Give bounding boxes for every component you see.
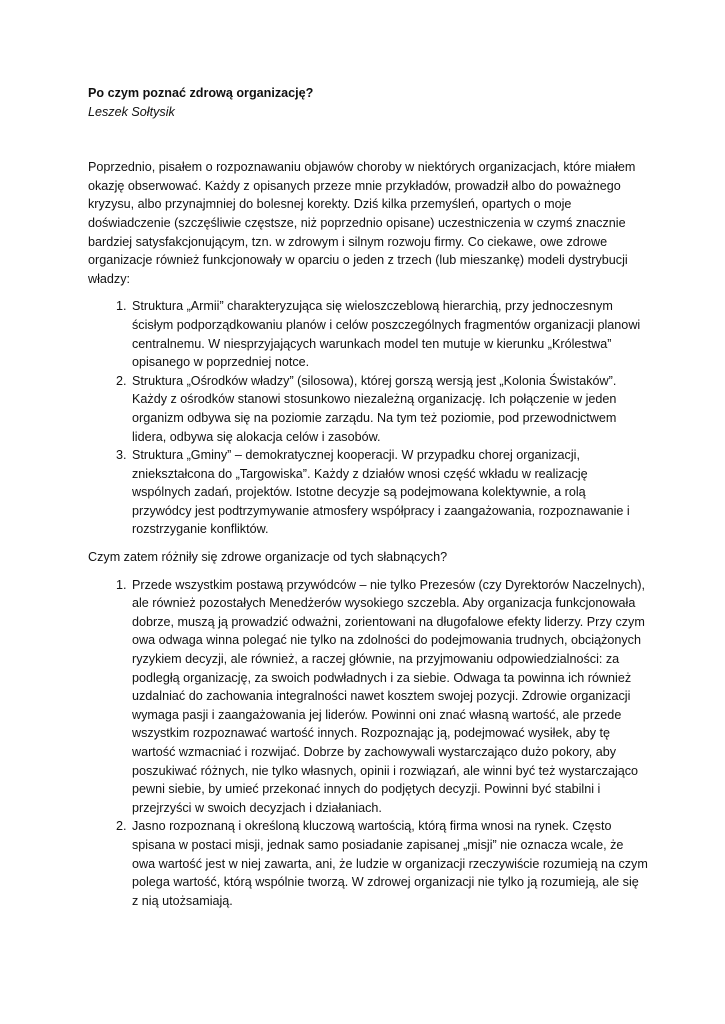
- list-item: 1. Przede wszystkim postawą przywódców – nie tylko Prezesów (czy Dyrektorów Naczelnych), ale również pozostałych Menedżerów wysokiego szczebla. Aby organizacja funkcjonowała dobrze, muszą ją prowadzić odważni, zorientowani na długofalowe efekty liderzy. Przy czym owa odwaga winna polegać nie tylko na zdolności do podejmowania trudnych, obciążonych ryzykiem decyzji, ale również, a raczej głównie, na przyjmowaniu odpowiedzialności: za podległą organizację, za swoich podwładnych i za siebie. Odwaga ta powinna ich również uzdalniać do zachowania integralności nawet kosztem swojej pozycji. Zdrowie organizacji wymaga pasji i zaangażowania jej liderów. Powinni oni znać własną wartość, ale przede wszystkim rozpoznawać wartość innych. Rozpoznając ją, podejmować wysiłek, aby tę wartość wzmacniać i rozwijać. Dobrze by zachowywali wystarczająco dużo pokory, aby poszukiwać różnych, nie tylko własnych, opinii i rozwiązań, ale winni być też wystarczająco pewni siebie, by umieć przekonać innych do podjętych decyzji. Powinni być stabilni i przejrzyści w swoich decyzjach i działaniach.: [130, 576, 648, 818]
- differences-list: [88, 576, 648, 911]
- list-item: 2. Jasno rozpoznaną i określoną kluczową wartością, którą firma wnosi na rynek. Często spisana w postaci misji, jednak samo posiadanie zapisanej „misji” nie oznacza wcale, że owa wartość jest w niej zawarta, ani, że ludzie w organizacji rzeczywiście rozumieją na czym polega wartość, którą wspólnie tworzą. W zdrowej organizacji nie tylko ją rozumieją, ale się z nią utożsamiają.: [130, 817, 648, 910]
- document-title: Po czym poznać zdrową organizację?: [88, 86, 314, 100]
- document-author: Leszek Sołtysik: [88, 104, 175, 119]
- list-item: 2. Struktura „Ośrodków władzy” (silosowa), której gorszą wersją jest „Kolonia Świstaków”. Każdy z ośrodków stanowi stosunkowo niezależną organizację. Ich połączenie w jeden organizm odbywa się na poziomie zarządu. Na tym też poziomie, pod przewodnictwem lidera, odbywa się alokacja celów i zasobów.: [130, 372, 648, 446]
- list-item: 1. Struktura „Armii” charakteryzująca się wieloszczeblową hierarchią, przy jednoczesnym ścisłym podporządkowaniu planów i celów poszczególnych fragmentów organizacji planowi centralnemu. W niesprzyjających warunkach model ten mutuje w kierunku „Królestwa” opisanego w poprzedniej notce.: [130, 297, 648, 371]
- list-item: 3. Struktura „Gminy” – demokratycznej kooperacji. W przypadku chorej organizacji, zniekształcona do „Targowiska”. Każdy z działów wnosi część wkładu w realizację wspólnych zadań, projektów. Istotne decyzje są podejmowana kolektywnie, a rolą przywódcy jest podtrzymywanie atmosfery współpracy i zaangażowania, rozpoznawanie i rozstrzyganie konfliktów.: [130, 446, 648, 539]
- document-page: [88, 84, 648, 919]
- power-models-list: [88, 297, 648, 539]
- intro-paragraph: Poprzednio, pisałem o rozpoznawaniu objawów choroby w niektórych organizacjach, które miałem okazję obserwować. Każdy z opisanych przeze mnie przykładów, prowadził albo do poważnego kryzysu, albo przynajmniej do bolesnej korekty. Dziś kilka przemyśleń, opartych o moje doświadczenie (szczęśliwie częstsze, niż poprzednio opisane) uczestniczenia w czymś znacznie bardziej satysfakcjonującym, tzn. w zdrowym i silnym rozwoju firmy. Co ciekawe, owe zdrowe organizacje również funkcjonowały w oparciu o jeden z trzech (lub mieszankę) modeli dystrybucji władzy:: [88, 160, 636, 286]
- question-paragraph: Czym zatem różniły się zdrowe organizacje od tych słabnących?: [88, 550, 448, 565]
